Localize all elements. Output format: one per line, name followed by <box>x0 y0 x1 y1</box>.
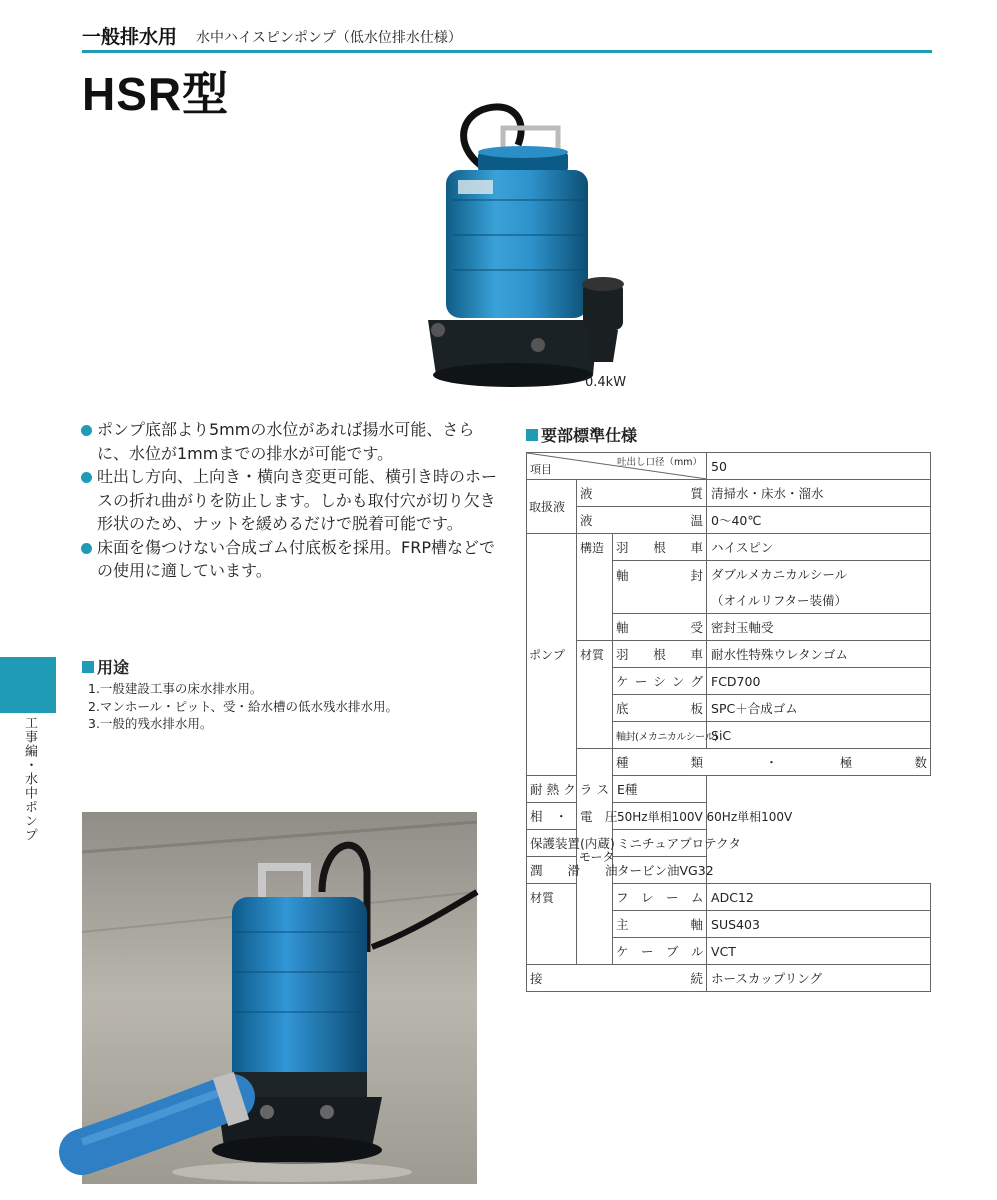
group-pump: ポンプ <box>527 534 577 776</box>
value-frame: ADC12 <box>707 884 931 911</box>
value-impeller: ハイスピン <box>707 534 931 561</box>
use-item: 2.マンホール・ピット、受・給水槽の低水残水排水用。 <box>88 698 399 714</box>
value-shaftseal: SiC <box>707 722 931 749</box>
header-value: 50 <box>707 453 931 480</box>
label-connection: 接 続 <box>527 965 707 992</box>
value-seal-note: （オイルリフター装備） <box>707 587 931 614</box>
sub-material: 材質 <box>577 641 613 749</box>
spec-heading-text: 要部標準仕様 <box>541 426 638 445</box>
label-frame: フ レ ー ム <box>613 884 707 911</box>
label-protect: 保護装置(内蔵) <box>527 830 613 857</box>
value-oil: タービン油VG32 <box>613 857 707 884</box>
use-item: 3.一般的残水排水用。 <box>88 716 213 731</box>
label-casing: ケーシング <box>613 668 707 695</box>
model-title: HSR型 <box>82 68 230 120</box>
value-cable: VCT <box>707 938 931 965</box>
feature-item: 吐出し方向、上向き・横向き変更可能、横引き時のホースの折れ曲がりを防止します。しかも取付穴が切り欠き形状のため、ナットを緩めるだけで脱着可能です。 <box>80 465 500 536</box>
sub-motor-material: 材質 <box>527 884 577 965</box>
label-impeller: 羽 根 車 <box>613 534 707 561</box>
square-bullet-icon <box>82 661 94 673</box>
power-label: 0.4kW <box>585 375 627 390</box>
group-liquid: 取扱液 <box>527 480 577 534</box>
value-casing: FCD700 <box>707 668 931 695</box>
feature-item: ポンプ底部より5mmの水位があれば揚水可能、さらに、水位が1mmまでの排水が可能です。 <box>80 418 500 465</box>
value-connection: ホースカップリング <box>707 965 931 992</box>
label-quality: 液 質 <box>577 480 707 507</box>
label-phase: 相 ・ 電 圧 <box>527 803 613 830</box>
spec-header-cell <box>527 453 707 480</box>
label-shaftseal: 軸封(メカニカルシール) <box>613 722 707 749</box>
pump-product-image <box>418 100 638 400</box>
label-type: 種 類 ・ 極 数 <box>613 749 931 776</box>
label-shaft: 主 軸 <box>613 911 707 938</box>
pump-in-use-photo <box>82 812 477 1184</box>
use-item: 1.一般建設工事の床水排水用。 <box>88 681 263 696</box>
product-subtitle: 水中ハイスピンポンプ（低水位排水仕様） <box>196 30 462 46</box>
label-base: 底 板 <box>613 695 707 722</box>
label-cable: ケ ー ブ ル <box>613 938 707 965</box>
value-base: SPC＋合成ゴム <box>707 695 931 722</box>
feature-list <box>80 418 500 583</box>
header-rule <box>82 50 932 53</box>
side-tab-block <box>0 657 56 713</box>
label-oil: 潤 滑 油 <box>527 857 613 884</box>
feature-item: 床面を傷つけない合成ゴム付底板を採用。FRP槽などでの使用に適しています。 <box>80 536 500 583</box>
uses-heading <box>82 655 129 678</box>
value-phase: 50Hz単相100V 60Hz単相100V <box>613 803 707 830</box>
label-seal: 軸 封 <box>613 561 707 614</box>
square-bullet-icon <box>526 429 538 441</box>
label-m-impeller: 羽 根 車 <box>613 641 707 668</box>
label-class: 耐 熱 ク ラ ス <box>527 776 613 803</box>
header-diameter: 吐出し口径（mm） <box>617 457 703 468</box>
uses-list <box>88 680 398 733</box>
value-shaft: SUS403 <box>707 911 931 938</box>
label-bearing: 軸 受 <box>613 614 707 641</box>
spec-table <box>526 452 931 992</box>
value-m-impeller: 耐水性特殊ウレタンゴム <box>707 641 931 668</box>
value-quality: 清掃水・床水・溜水 <box>707 480 931 507</box>
group-motor: モータ <box>577 749 613 965</box>
sub-structure: 構造 <box>577 534 613 641</box>
side-tab-label: 工事編・水中ポンプ <box>22 716 37 842</box>
header-item: 項目 <box>530 463 552 476</box>
value-protect: ミニチュアプロテクタ <box>613 830 707 857</box>
value-seal: ダブルメカニカルシール <box>707 561 931 588</box>
value-class: E種 <box>613 776 707 803</box>
spec-heading <box>526 423 637 446</box>
uses-heading-text: 用途 <box>97 658 130 677</box>
value-bearing: 密封玉軸受 <box>707 614 931 641</box>
label-temp: 液 温 <box>577 507 707 534</box>
value-temp: 0～40℃ <box>707 507 931 534</box>
category-title: 一般排水用 <box>82 26 178 48</box>
